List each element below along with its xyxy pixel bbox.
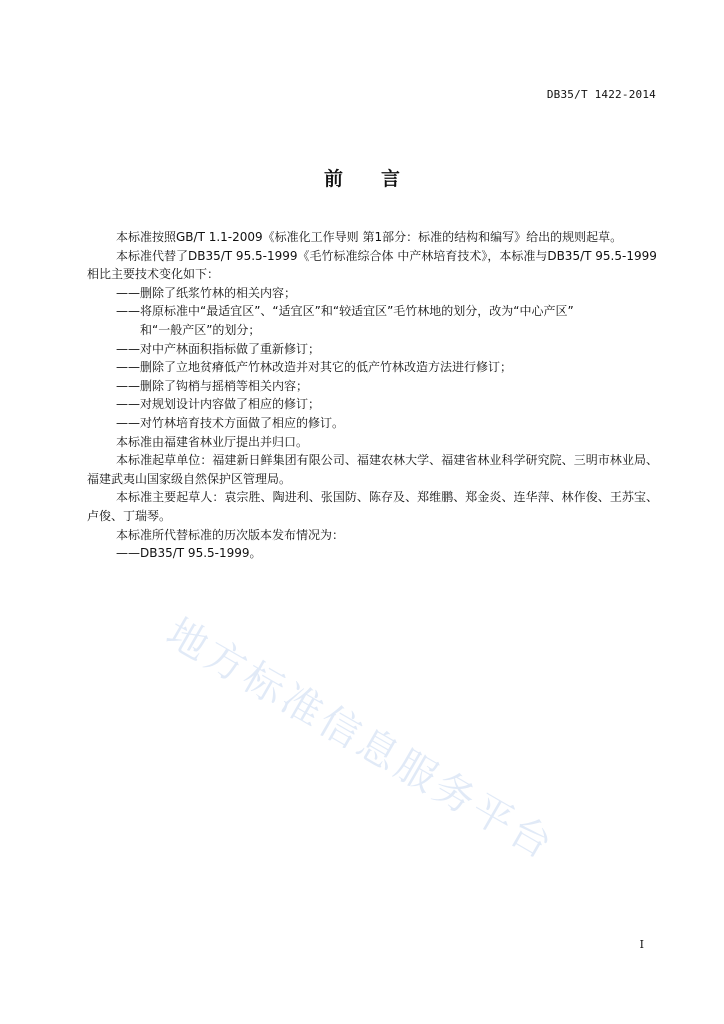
paragraph-replaces-line-2: 相比主要技术变化如下： bbox=[87, 267, 220, 282]
change-item-2: ——将原标准中“最适宜区”、“适宜区”和“较适宜区”毛竹林地的划分，改为“中心产区” bbox=[116, 304, 574, 319]
paragraph-drafting-units: 本标准起草单位：福建新日鲜集团有限公司、福建农林大学、福建省林业科学研究院、三明市林业局、福建武夷山国家级自然保护区管理局。 bbox=[87, 453, 658, 486]
paragraph-drafting-rules: 本标准按照GB/T 1.1-2009《标准化工作导则 第1部分：标准的结构和编写》给出的规则起草。 bbox=[116, 230, 623, 244]
history-item-1: ——DB35/T 95.5-1999。 bbox=[116, 546, 262, 561]
change-item-5: ——删除了钩梢与摇梢等相关内容； bbox=[116, 378, 309, 393]
change-item-4: ——删除了立地贫瘠低产竹林改造并对其它的低产竹林改造方法进行修订； bbox=[116, 360, 513, 375]
paragraph-replaces-line-1: 本标准代替了DB35/T 95.5-1999《毛竹标准综合体 中产林培育技术》，本标准与DB35/T 95.5-1999 bbox=[116, 248, 657, 263]
page-number: I bbox=[639, 938, 644, 951]
change-item-2-continued: 和“一般产区”的划分； bbox=[140, 322, 261, 337]
change-item-3: ——对中产林面积指标做了重新修订； bbox=[116, 341, 321, 356]
paragraph-drafters: 本标准主要起草人：袁宗胜、陶进利、张国防、陈存及、郑维鹏、郑金炎、连华萍、林作俊、王苏宝、卢俊、丁瑞琴。 bbox=[87, 490, 658, 523]
foreword-body bbox=[87, 228, 658, 563]
paragraph-proposer: 本标准由福建省林业厅提出并归口。 bbox=[116, 434, 309, 449]
title-char-2: 言 bbox=[381, 168, 401, 190]
title-char-1: 前 bbox=[323, 168, 343, 190]
page-title bbox=[0, 164, 724, 191]
change-item-7: ——对竹林培育技术方面做了相应的修订。 bbox=[116, 415, 345, 430]
paragraph-history-intro: 本标准所代替标准的历次版本发布情况为： bbox=[116, 527, 345, 542]
document-code: DB35/T 1422-2014 bbox=[546, 88, 656, 101]
change-item-1: ——删除了纸浆竹林的相关内容； bbox=[116, 285, 297, 300]
change-item-6: ——对规划设计内容做了相应的修订； bbox=[116, 397, 321, 412]
watermark-text: 地方标准信息服务平台 bbox=[158, 609, 563, 870]
